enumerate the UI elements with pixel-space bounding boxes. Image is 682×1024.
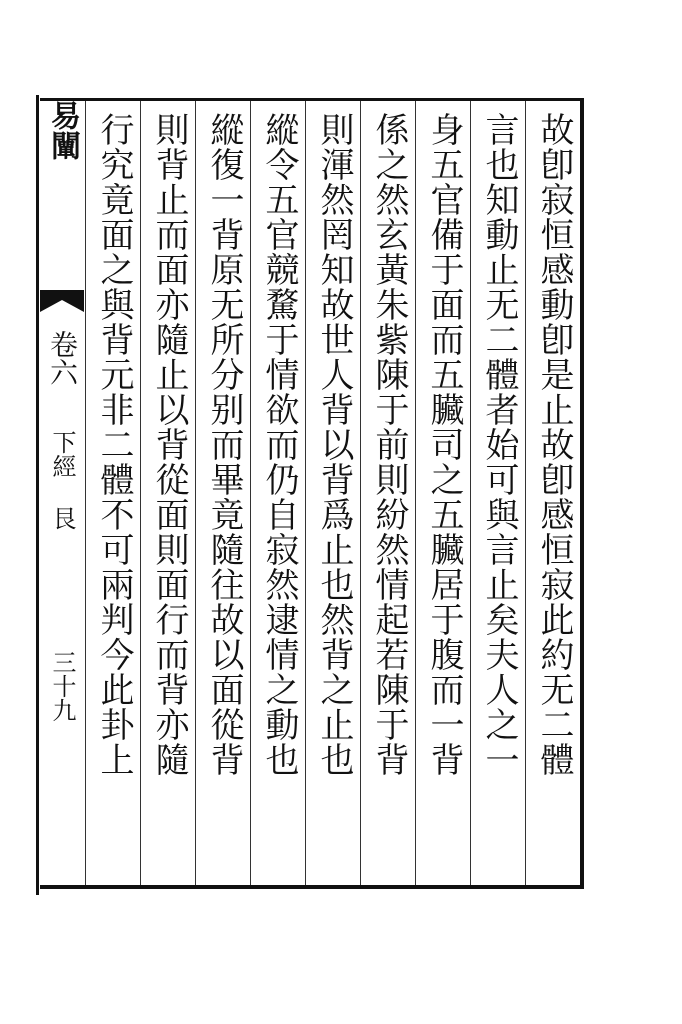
- text-column-3: 身五官備于面而五臟司之五臟居于腹而一背: [424, 112, 464, 777]
- frame-top-border: [40, 98, 582, 101]
- column-rule: [85, 101, 86, 885]
- text-column-8: 則背止而面亦隨止以背從面則面行而背亦隨: [149, 112, 189, 777]
- frame-right-border: [580, 98, 584, 889]
- text-column-5: 則渾然罔知故世人背以背爲止也然背之止也: [314, 112, 354, 777]
- column-rule: [525, 101, 526, 885]
- column-rule: [140, 101, 141, 885]
- frame-bottom-border: [40, 885, 582, 889]
- column-rule: [360, 101, 361, 885]
- text-column-6: 縱令五官競騖于情欲而仍自寂然逮情之動也: [259, 112, 299, 777]
- chapter-label: 卷六: [46, 330, 79, 386]
- column-rule: [195, 101, 196, 885]
- text-column-7: 縱復一背原无所分别而畢竟隨往故以面從背: [204, 112, 244, 777]
- fishtail-mark-icon: [40, 290, 84, 320]
- text-column-1: 故卽寂恒感動卽是止故卽感恒寂此約无二體: [534, 112, 574, 777]
- column-rule: [250, 101, 251, 885]
- page-number: 三十九: [48, 650, 76, 722]
- text-column-4: 係之然玄黃朱紫陳于前則紛然情起若陳于背: [369, 112, 409, 777]
- column-rule: [415, 101, 416, 885]
- section-label: 下經 艮: [48, 430, 76, 530]
- column-rule: [470, 101, 471, 885]
- text-column-2: 言也知動止无二體者始可與言止矣夫人之一: [479, 112, 519, 777]
- book-title: 易闡: [45, 100, 80, 160]
- text-column-9: 行究竟面之與背元非二體不可兩判今此卦上: [94, 112, 134, 777]
- column-rule: [305, 101, 306, 885]
